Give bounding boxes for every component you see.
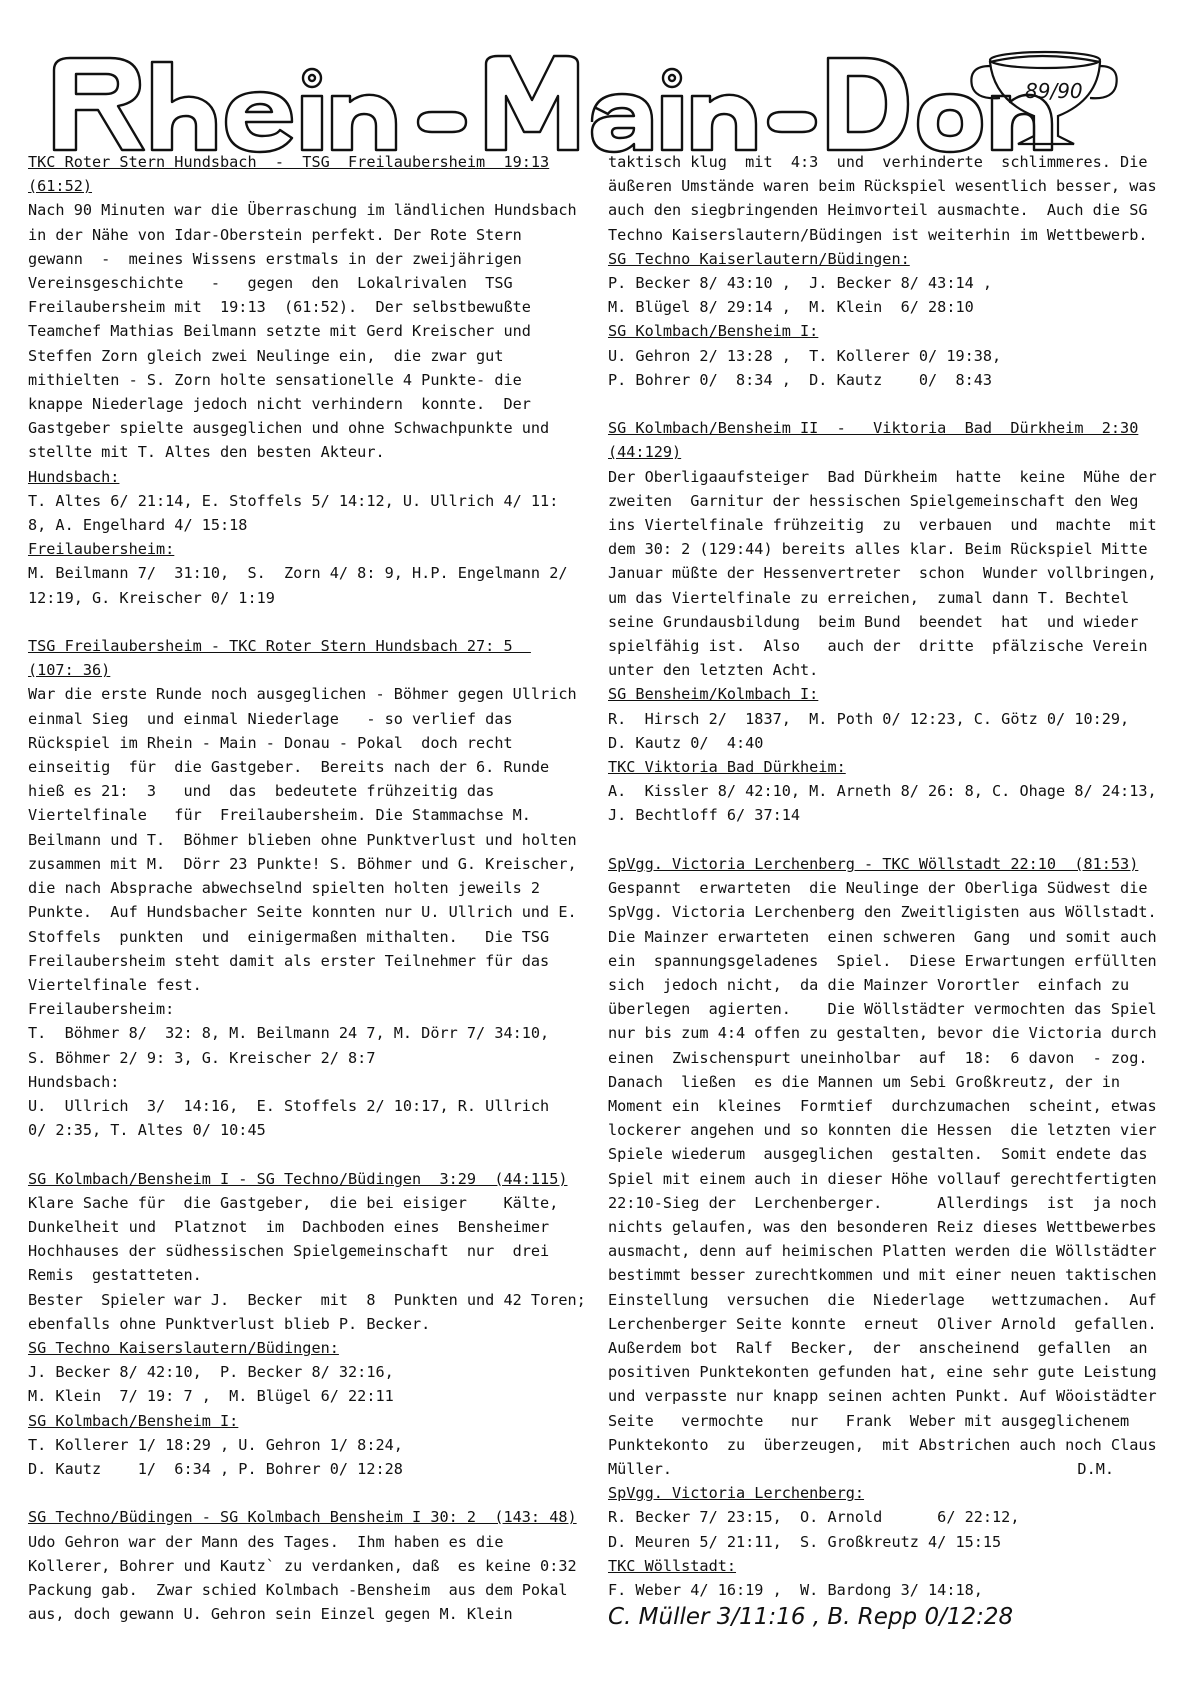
text-line [28, 1481, 548, 1505]
section-heading-line [608, 852, 1139, 876]
text-line [608, 658, 1128, 682]
right-column [608, 150, 1157, 1632]
text-line [608, 1505, 1128, 1529]
text-line [608, 198, 1148, 222]
text-line [608, 174, 1157, 198]
line-text: Spiele wiederum ausgeglichen gestalten. Somit endete das [608, 1145, 1148, 1164]
section-heading-line [28, 1167, 568, 1191]
line-text: überlegen agierten. Die Wöllstädter vermochten das Spiel [608, 1000, 1157, 1019]
line-text: ausmacht, denn auf heimischen Platten werden die Wöllstädter [608, 1242, 1157, 1261]
line-text: aus, doch gewann U. Gehron sein Einzel gegen M. Klein [28, 1605, 513, 1624]
section-heading-line [28, 1505, 577, 1529]
text-line [28, 1312, 548, 1336]
text-line [28, 707, 548, 731]
line-text: taktisch klug mit 4:3 und verhinderte schlimmeres. Die [608, 153, 1148, 171]
line-text: R. Hirsch 2/ 1837, M. Poth 0/ 12:23, C. Götz 0/ 10:29, [608, 709, 1130, 728]
text-line [608, 1288, 1157, 1312]
text-line [608, 876, 1148, 900]
line-text: Der Oberligaaufsteiger Bad Dürkheim hatte keine Mühe der [608, 467, 1157, 486]
text-line [608, 803, 1128, 827]
line-text: (44:129) [608, 443, 682, 462]
section-heading-line [28, 465, 548, 489]
text-line [608, 1070, 1128, 1094]
section-heading-line [28, 658, 548, 682]
text-line [608, 223, 1148, 247]
author-initials: D.M. [1077, 1459, 1114, 1478]
line-text: Gastgeber spielte ausgeglichen und ohne Schwachpunkte und [28, 419, 550, 438]
line-text: Packung gab. Zwar schied Kolmbach -Bensheim aus dem Pokal [28, 1580, 568, 1599]
line-text: unter den letzten Acht. [608, 661, 819, 680]
text-line [608, 1118, 1157, 1142]
text-line [28, 1046, 548, 1070]
line-text: Beilmann und T. Böhmer blieben ohne Punktverlust und holten [28, 830, 577, 849]
text-line [28, 513, 548, 537]
line-text: um das Viertelfinale zu erreichen, zumal dann T. Bechtel [608, 588, 1130, 607]
line-text: ebenfalls ohne Punktverlust blieb P. Becker. [28, 1314, 431, 1333]
text-line [608, 150, 1148, 174]
text-line [608, 295, 1128, 319]
text-line [28, 610, 548, 634]
text-line [28, 271, 548, 295]
text-line [28, 368, 548, 392]
text-line [608, 368, 1128, 392]
line-text: M. Beilmann 7/ 31:10, S. Zorn 4/ 8: 9, H.P. Engelmann 2/ [28, 564, 568, 583]
text-line [28, 561, 568, 585]
line-text: Müller. [608, 1459, 673, 1478]
line-text: U. Gehron 2/ 13:28 , T. Kollerer 0/ 19:38, [608, 346, 1002, 365]
text-line [28, 997, 548, 1021]
text-line [608, 489, 1139, 513]
line-text: Teamchef Mathias Beilmann setzte mit Gerd Kreischer und [28, 322, 531, 341]
line-text: P. Becker 8/ 43:10 , J. Becker 8/ 43:14 , [608, 274, 993, 293]
text-line [28, 803, 548, 827]
text-line [608, 1021, 1157, 1045]
text-line [28, 682, 577, 706]
masthead-season: 89/90 [1025, 79, 1083, 103]
line-text: P. Bohrer 0/ 8:34 , D. Kautz 0/ 8:43 [608, 370, 993, 389]
text-line [28, 779, 548, 803]
text-line [28, 973, 548, 997]
line-text: TKC Wöllstadt: [608, 1556, 737, 1575]
line-text: M. Blügel 8/ 29:14 , M. Klein 6/ 28:10 [608, 298, 974, 317]
line-text: Gespannt erwarteten die Neulinge der Oberliga Südwest die [608, 879, 1148, 898]
text-line [608, 1215, 1157, 1239]
line-text: 8, A. Engelhard 4/ 15:18 [28, 516, 248, 535]
text-line [608, 1142, 1148, 1166]
text-line [608, 271, 1128, 295]
line-text: Hundsbach: [28, 467, 120, 486]
line-text: Rückspiel im Rhein - Main - Donau - Pokal doch recht [28, 733, 513, 752]
line-text: D. Kautz 1/ 6:34 , P. Bohrer 0/ 12:28 [28, 1459, 403, 1478]
text-line [608, 925, 1157, 949]
text-line [28, 1433, 548, 1457]
line-text: (61:52) [28, 177, 93, 196]
line-text: Einstellung versuchen die Niederlage wettzumachen. Auf [608, 1290, 1157, 1309]
line-text: J. Bechtloff 6/ 37:14 [608, 806, 801, 825]
line-text: SG Techno/Büdingen - SG Kolmbach Bensheim I 30: 2 (143: 48) [28, 1508, 577, 1527]
text-line [28, 1360, 548, 1384]
section-heading-line [608, 682, 1128, 706]
section-heading-line [28, 1409, 548, 1433]
text-line [608, 1263, 1157, 1287]
line-text: Hochhauses der südhessischen Spielgemeinschaft nur drei [28, 1242, 550, 1261]
line-text: Viertelfinale fest. [28, 975, 202, 994]
section-heading-line [28, 634, 548, 658]
line-text: ins Viertelfinale frühzeitig zu verbauen und machte mit [608, 516, 1157, 535]
line-text: Freilaubersheim: [28, 540, 175, 559]
line-text: hieß es 21: 3 und das bedeutete frühzeitig das [28, 782, 495, 801]
line-text: sich jedoch nicht, da die Mainzer Vorortler einfach zu [608, 975, 1130, 994]
text-line [28, 1530, 548, 1554]
text-line [28, 1215, 548, 1239]
line-text: knappe Niederlage jedoch nicht verhindern konnte. Der [28, 395, 531, 414]
line-text: Bester Spieler war J. Becker mit 8 Punkten und 42 Toren; [28, 1290, 586, 1309]
text-line [608, 634, 1148, 658]
text-line [28, 1263, 548, 1287]
text-line [28, 1142, 548, 1166]
line-text: Udo Gehron war der Mann des Tages. Ihm haben es die [28, 1532, 504, 1551]
text-line [28, 295, 548, 319]
line-text: Außerdem bot Ralf Becker, der anscheinend gefallen an [608, 1338, 1148, 1357]
line-text: Freilaubersheim steht damit als erster Teilnehmer für das [28, 951, 550, 970]
line-text: seine Grundausbildung beim Bund beendet hat und wieder [608, 612, 1139, 631]
text-line [608, 1336, 1148, 1360]
line-text: einmal Sieg und einmal Niederlage - so verlief das [28, 709, 513, 728]
line-text: auch den siegbringenden Heimvorteil ausmachte. Auch die SG [608, 201, 1148, 220]
line-text: Kollerer, Bohrer und Kautz` zu verdanken, daß es keine 0:32 [28, 1556, 577, 1575]
line-text: positiven Punktekonten gefunden hat, eine sehr gute Leistung [608, 1363, 1157, 1382]
line-text: zweiten Garnitur der hessischen Spielgemeinschaft den Weg [608, 491, 1139, 510]
text-line [608, 1433, 1157, 1457]
text-line [608, 949, 1157, 973]
line-text: mithielten - S. Zorn holte sensationelle 4 Punkte- die [28, 370, 522, 389]
text-line [28, 1457, 548, 1481]
section-heading-line [608, 247, 1128, 271]
text-line [28, 900, 577, 924]
line-text: Lerchenberger Seite konnte erneut Oliver Arnold gefallen. [608, 1314, 1157, 1333]
line-text: stellte mit T. Altes den besten Akteur. [28, 443, 385, 462]
line-text: 0/ 2:35, T. Altes 0/ 10:45 [28, 1121, 266, 1140]
line-text: War die erste Runde noch ausgeglichen - Böhmer gegen Ullrich [28, 685, 577, 704]
line-text: D. Meuren 5/ 21:11, S. Großkreutz 4/ 15:15 [608, 1532, 1002, 1551]
line-text: Freilaubersheim mit 19:13 (61:52). Der selbstbewußte [28, 298, 531, 317]
text-line [28, 1021, 548, 1045]
line-text: TKC Roter Stern Hundsbach - TSG Freilaubersheim 19:13 [28, 153, 550, 171]
section-heading-line [608, 319, 1128, 343]
text-line [608, 997, 1157, 1021]
text-line [28, 344, 548, 368]
text-line [28, 925, 548, 949]
text-line [608, 973, 1128, 997]
text-line [28, 586, 548, 610]
text-line [28, 1384, 548, 1408]
text-line [608, 1409, 1128, 1433]
line-text: lockerer angehen und so konnten die Hessen die letzten vier [608, 1121, 1157, 1140]
line-text: spielfähig ist. Also auch der dritte pfälzische Verein [608, 637, 1148, 656]
line-text: SG Kolmbach/Bensheim I: [608, 322, 819, 341]
text-line [608, 1167, 1157, 1191]
section-heading-line [28, 174, 548, 198]
line-text: 12:19, G. Kreischer 0/ 1:19 [28, 588, 275, 607]
text-line [608, 1094, 1157, 1118]
text-line [608, 1457, 1128, 1481]
text-line [608, 1578, 1128, 1602]
section-heading-line [608, 1481, 1128, 1505]
line-text: Moment ein kleines Formtief durchzumachen scheint, etwas [608, 1096, 1157, 1115]
text-line [608, 610, 1139, 634]
line-text: Vereinsgeschichte - gegen den Lokalrivalen TSG [28, 274, 513, 293]
line-text: nichts gelaufen, was den besonderen Reiz dieses Wettbewerbes [608, 1217, 1157, 1236]
text-line [608, 1239, 1157, 1263]
line-text: Spiel mit einem auch in dieser Höhe vollauf gerechtfertigten [608, 1169, 1157, 1188]
text-line [608, 828, 1128, 852]
text-line [28, 1118, 548, 1142]
line-text: SG Techno Kaiserlautern/Büdingen: [608, 249, 910, 268]
text-line [608, 586, 1128, 610]
line-text: Dunkelheit und Platznot im Dachboden eines Bensheimer [28, 1217, 550, 1236]
line-text: F. Weber 4/ 16:19 , W. Bardong 3/ 14:18, [608, 1580, 983, 1599]
line-text: einen Zwischenspurt uneinholbar auf 18: 6 davon - zog. [608, 1048, 1148, 1067]
section-heading-line [608, 440, 1128, 464]
line-text: TKC Viktoria Bad Dürkheim: [608, 758, 846, 777]
line-text: in der Nähe von Idar-Oberstein perfekt. Der Rote Stern [28, 225, 522, 244]
line-text: äußeren Umstände waren beim Rückspiel wesentlich besser, was [608, 177, 1157, 196]
text-line [28, 852, 577, 876]
text-line [608, 344, 1128, 368]
text-line [608, 1191, 1157, 1215]
text-line [608, 1312, 1157, 1336]
line-text: SpVgg. Victoria Lerchenberg: [608, 1484, 865, 1503]
text-line [28, 949, 548, 973]
text-line [608, 465, 1157, 489]
text-line [28, 440, 548, 464]
line-text: Freilaubersheim: [28, 1000, 175, 1019]
section-heading-line [28, 150, 548, 174]
text-line [28, 1239, 548, 1263]
line-text: Techno Kaiserslautern/Büdingen ist weiterhin im Wettbewerb. [608, 225, 1148, 244]
text-line [608, 537, 1148, 561]
line-text: Steffen Zorn gleich zwei Neulinge ein, die zwar gut [28, 346, 504, 365]
line-text: dem 30: 2 (129:44) bereits alles klar. Beim Rückspiel Mitte [608, 540, 1148, 559]
line-text: SG Kolmbach/Bensheim II - Viktoria Bad Dürkheim 2:30 [608, 419, 1139, 438]
text-line [608, 900, 1157, 924]
text-line [608, 1602, 1128, 1632]
text-line [28, 731, 548, 755]
line-text: Die Mainzer erwarteten einen schweren Gang und somit auch [608, 927, 1157, 946]
text-line [28, 1578, 568, 1602]
text-line [28, 755, 548, 779]
text-line [608, 513, 1157, 537]
line-text: TSG Freilaubersheim - TKC Roter Stern Hundsbach 27: 5 [28, 637, 531, 656]
line-text: 22:10-Sieg der Lerchenberger. Allerdings ist ja noch [608, 1193, 1157, 1212]
text-line [28, 319, 548, 343]
section-heading-line [28, 537, 548, 561]
section-heading-line [608, 1554, 1128, 1578]
line-text: M. Klein 7/ 19: 7 , M. Blügel 6/ 22:11 [28, 1387, 394, 1406]
line-text: Hundsbach: [28, 1072, 120, 1091]
line-text: Punktekonto zu überzeugen, mit Abstrichen auch noch Claus [608, 1435, 1157, 1454]
text-line [28, 198, 577, 222]
text-line [28, 223, 548, 247]
line-text: C. Müller 3/11:16 , B. Repp 0/12:28 [608, 1604, 1014, 1631]
text-line [608, 779, 1157, 803]
text-line [28, 1191, 559, 1215]
text-line [608, 707, 1128, 731]
line-text: Viertelfinale für Freilaubersheim. Die Stammachse M. [28, 806, 531, 825]
line-text: J. Becker 8/ 42:10, P. Becker 8/ 32:16, [28, 1363, 394, 1382]
line-text: U. Ullrich 3/ 14:16, E. Stoffels 2/ 10:17, R. Ullrich [28, 1096, 550, 1115]
text-line [28, 392, 548, 416]
text-line [28, 489, 559, 513]
line-text: (107: 36) [28, 661, 111, 680]
line-text: zusammen mit M. Dörr 23 Punkte! S. Böhmer und G. Kreischer, [28, 854, 577, 873]
section-heading-line [608, 416, 1139, 440]
line-text: Danach ließen es die Mannen um Sebi Großkreutz, der in [608, 1072, 1121, 1091]
line-text: SG Techno Kaiserslautern/Büdingen: [28, 1338, 339, 1357]
text-line [28, 416, 548, 440]
section-heading-line [608, 755, 1128, 779]
section-heading-line [28, 1336, 548, 1360]
left-column [28, 150, 586, 1626]
line-text: einseitig für die Gastgeber. Bereits nach der 6. Runde [28, 758, 550, 777]
text-line [28, 1288, 586, 1312]
text-line [608, 392, 1128, 416]
text-line [28, 1554, 577, 1578]
text-line [28, 1070, 548, 1094]
text-line [28, 247, 548, 271]
text-line [608, 1384, 1157, 1408]
line-text: D. Kautz 0/ 4:40 [608, 733, 764, 752]
line-text: SpVgg. Victoria Lerchenberg den Zweitligisten aus Wöllstadt. [608, 903, 1157, 922]
line-text: Klare Sache für die Gastgeber, die bei eisiger Kälte, [28, 1193, 559, 1212]
line-text: und verpasste nur knapp seinen achten Punkt. Auf Wöoistädter [608, 1387, 1157, 1406]
line-text: Remis gestatteten. [28, 1266, 202, 1285]
line-text: R. Becker 7/ 23:15, O. Arnold 6/ 22:12, [608, 1508, 1020, 1527]
line-text: ein spannungsgeladenes Spiel. Diese Erwartungen erfüllten [608, 951, 1157, 970]
line-text: SG Kolmbach/Bensheim I - SG Techno/Büdingen 3:29 (44:115) [28, 1169, 568, 1188]
line-text: A. Kissler 8/ 42:10, M. Arneth 8/ 26: 8, C. Ohage 8/ 24:13, [608, 782, 1157, 801]
text-line [28, 1602, 548, 1626]
line-text: gewann - meines Wissens erstmals in der zweijährigen [28, 249, 522, 268]
line-text: Nach 90 Minuten war die Überraschung im ländlichen Hundsbach [28, 201, 577, 220]
line-text: Seite vermochte nur Frank Weber mit ausgeglichenem [608, 1411, 1130, 1430]
line-text: Punkte. Auf Hundsbacher Seite konnten nur U. Ullrich und E. [28, 903, 577, 922]
text-line [608, 731, 1128, 755]
line-text: SpVgg. Victoria Lerchenberg - TKC Wöllstadt 22:10 (81:53) [608, 854, 1139, 873]
text-line [608, 1046, 1148, 1070]
line-text: T. Böhmer 8/ 32: 8, M. Beilmann 24 7, M. Dörr 7/ 34:10, [28, 1024, 550, 1043]
line-text: nur bis zum 4:4 offen zu gestalten, bevor die Victoria durch [608, 1024, 1157, 1043]
line-text: Stoffels punkten und einigermaßen mithalten. Die TSG [28, 927, 550, 946]
line-text: T. Altes 6/ 21:14, E. Stoffels 5/ 14:12, U. Ullrich 4/ 11: [28, 491, 559, 510]
line-text: die nach Absprache abwechselnd spielten holten jeweils 2 [28, 879, 541, 898]
line-text: Januar müßte der Hessenvertreter schon Wunder vollbringen, [608, 564, 1157, 583]
text-line [608, 1360, 1157, 1384]
line-text: T. Kollerer 1/ 18:29 , U. Gehron 1/ 8:24, [28, 1435, 403, 1454]
line-text: SG Kolmbach/Bensheim I: [28, 1411, 239, 1430]
text-line [608, 1530, 1128, 1554]
text-line [28, 828, 577, 852]
text-line [608, 561, 1157, 585]
line-text: SG Bensheim/Kolmbach I: [608, 685, 819, 704]
text-line [28, 876, 548, 900]
text-line [28, 1094, 548, 1118]
line-text: S. Böhmer 2/ 9: 3, G. Kreischer 2/ 8:7 [28, 1048, 376, 1067]
line-text: bestimmt besser zurechtkommen und mit einer neuen taktischen [608, 1266, 1157, 1285]
